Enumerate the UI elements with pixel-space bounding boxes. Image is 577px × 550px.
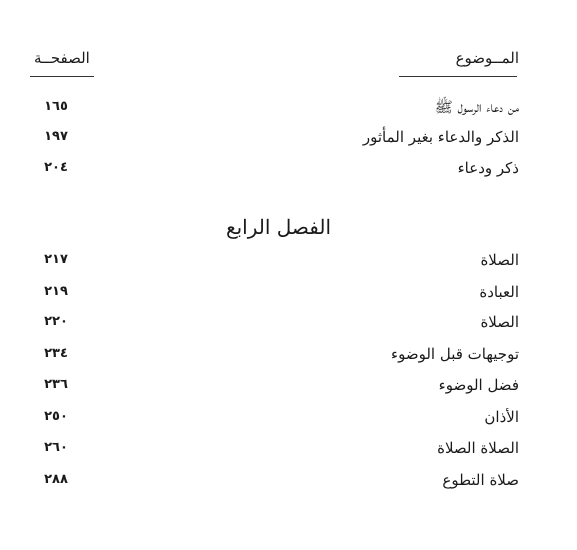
toc-entry-page: ٢٠٤ [44,160,68,175]
toc-entry-page: ٢٦٠ [44,440,68,455]
toc-entry[interactable] [30,249,519,271]
toc-entry-page: ٢٢٠ [44,314,68,329]
toc-entry-title: فضل الوضوء [438,376,519,394]
toc-entry[interactable] [30,126,519,148]
toc-entry-title: الأذان [484,408,519,426]
toc-entry[interactable] [30,469,519,491]
toc-entry-page: ٢٨٨ [44,472,68,487]
toc-entry-page: ٢١٩ [44,284,68,299]
toc-entry-page: ٢٣٦ [44,377,68,392]
toc-entry-title: توجيهات قبل الوضوء [391,345,519,363]
toc-entry-page: ٢٣٤ [44,346,68,361]
toc-entry[interactable] [30,157,519,179]
toc-entry-title: العبادة [479,283,519,301]
toc-entry[interactable] [30,311,519,333]
page-header-underline [30,76,94,77]
toc-entry-title: صلاة التطوع [442,471,519,489]
toc-entry-page: ٢٥٠ [44,409,68,424]
toc-entry-title: ذكر ودعاء [457,159,519,177]
toc-entry-title: الصلاة [480,251,519,269]
chapter-heading [0,214,577,240]
page-column-header: الصفحــة [34,49,90,67]
topic-column-header: المــوضوع [455,49,519,67]
toc-entry-page: ١٩٧ [44,129,68,144]
toc-entry-title: الصلاة [480,313,519,331]
toc-entry[interactable] [30,406,519,428]
toc-entry-page: ٢١٧ [44,252,68,267]
toc-entry[interactable] [30,96,519,118]
toc-entry[interactable] [30,281,519,303]
toc-entry[interactable] [30,343,519,365]
toc-entry-page: ١٦٥ [44,99,68,114]
toc-entry-title: الذكر والدعاء بغير المأثور [362,128,519,146]
toc-entry[interactable] [30,374,519,396]
toc-entry-title: الصلاة الصلاة [437,439,519,457]
topic-header-underline [399,76,517,77]
toc-entry[interactable] [30,437,519,459]
toc-entry-title: من دعاء الرسول ﷺ [434,98,519,116]
chapter-title: الفصل الرابع [225,215,332,239]
